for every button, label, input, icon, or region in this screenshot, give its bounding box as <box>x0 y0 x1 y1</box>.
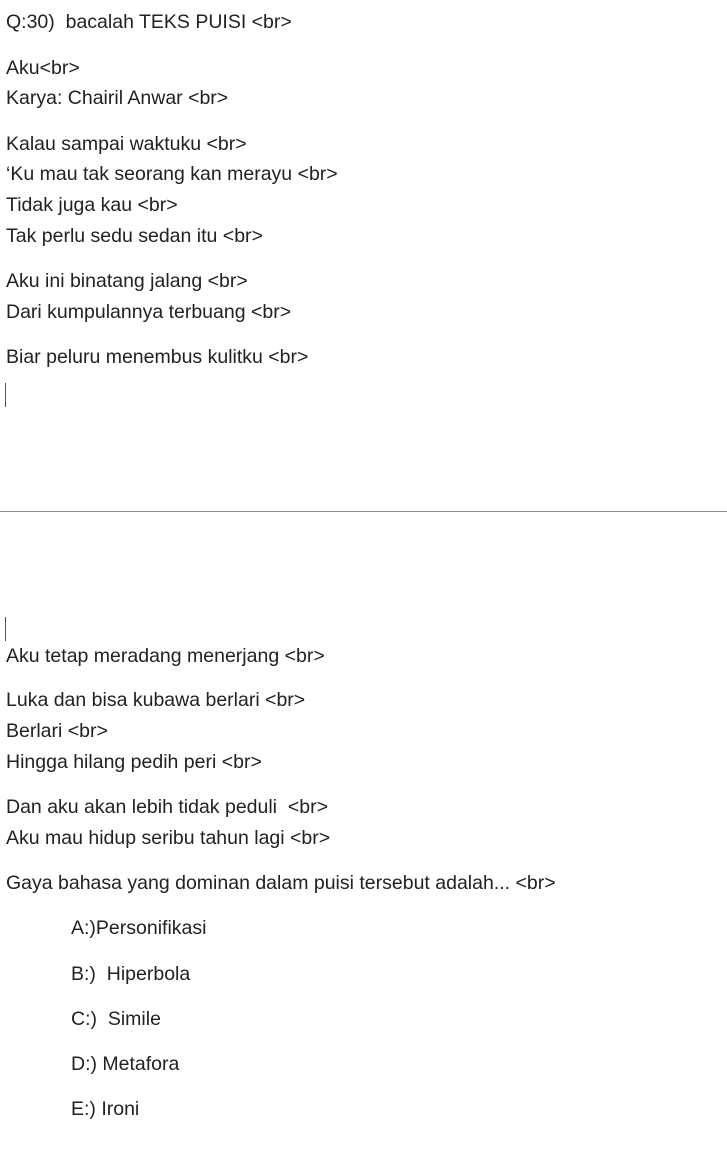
question-prompt: Gaya bahasa yang dominan dalam puisi tersebut adalah... <br> <box>6 872 556 894</box>
poem-line: Berlari <br> <box>6 720 108 742</box>
poem-line: Aku ini binatang jalang <br> <box>6 270 248 292</box>
poem-line: Biar peluru menembus kulitku <br> <box>6 346 309 368</box>
option-b[interactable]: B:) Hiperbola <box>71 963 191 985</box>
poem-line: Aku tetap meradang menerjang <br> <box>6 645 325 667</box>
option-e[interactable]: E:) Ironi <box>71 1098 140 1120</box>
page-divider <box>0 511 727 512</box>
poem-line: Luka dan bisa kubawa berlari <br> <box>6 689 306 711</box>
poem-line: Tidak juga kau <br> <box>6 194 178 216</box>
poem-line: Hingga hilang pedih peri <br> <box>6 751 262 773</box>
poem-line: Dari kumpulannya terbuang <br> <box>6 301 292 323</box>
poem-line: Tak perlu sedu sedan itu <br> <box>6 225 263 247</box>
poem-line: Dan aku akan lebih tidak peduli <br> <box>6 796 328 818</box>
option-a[interactable]: A:)Personifikasi <box>71 917 207 939</box>
text-cursor <box>5 383 6 407</box>
poem-title: Aku<br> <box>6 57 80 79</box>
poem-line: ‘Ku mau tak seorang kan merayu <br> <box>6 163 338 185</box>
question-header: Q:30) bacalah TEKS PUISI <br> <box>6 11 292 33</box>
text-cursor <box>5 617 6 641</box>
poem-line: Aku mau hidup seribu tahun lagi <br> <box>6 827 331 849</box>
poem-author: Karya: Chairil Anwar <br> <box>6 87 229 109</box>
option-c[interactable]: C:) Simile <box>71 1008 161 1030</box>
poem-line: Kalau sampai waktuku <br> <box>6 133 247 155</box>
option-d[interactable]: D:) Metafora <box>71 1053 180 1075</box>
